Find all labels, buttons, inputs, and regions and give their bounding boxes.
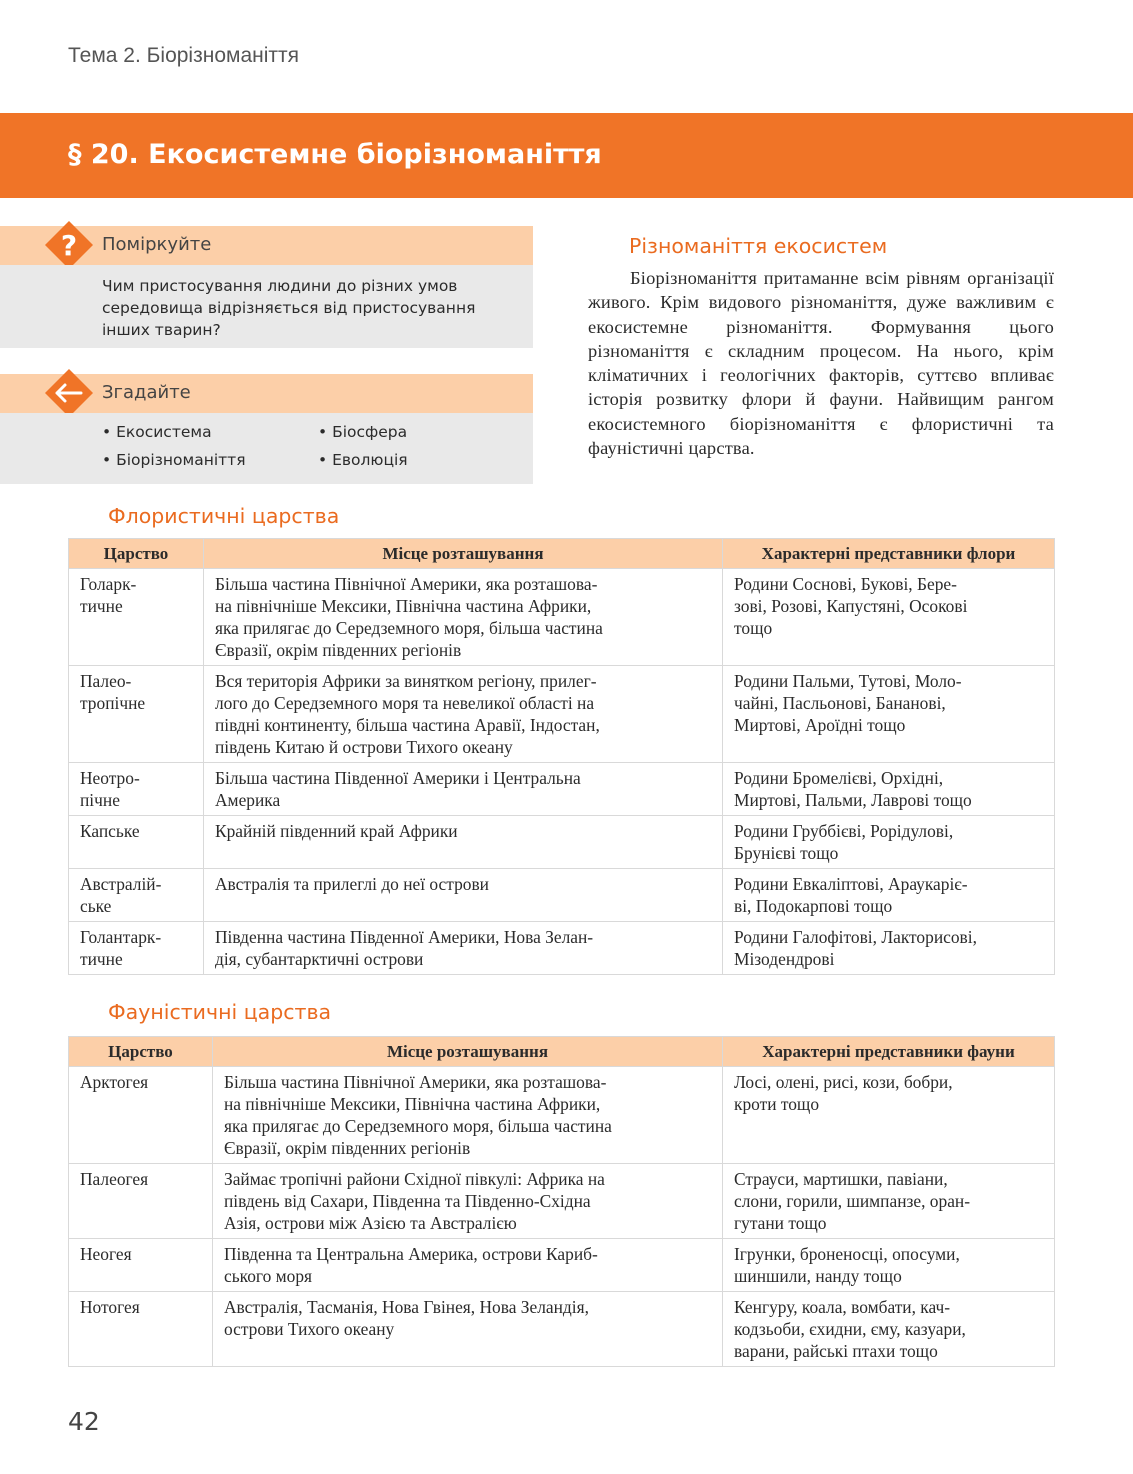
flora-header-cell: Характерні представники флори [723,539,1055,569]
fauna-header-cell: Місце розташування [213,1037,723,1067]
table-cell: Страуси, мартишки, павіани, слони, горили, шимпанзе, оран- гутани тощо [723,1164,1055,1239]
table-cell: Неотро- пічне [69,763,204,816]
table-row [69,1067,1055,1164]
section-title: Різноманіття екосистем [629,234,888,258]
table-cell: Австралій- ське [69,869,204,922]
think-box-label: Поміркуйте [102,234,212,255]
recall-box-label: Згадайте [102,382,191,403]
table-row [69,1292,1055,1367]
table-cell: Більша частина Північної Америки, яка розташова- на північніше Мексики, Північна частина Африки, яка прилягає до Середземного моря, більша частина Євразії, окрім південних регіонів [204,569,723,666]
table-row [69,816,1055,869]
table-cell: Більша частина Південної Америки і Центральна Америка [204,763,723,816]
table-cell: Кенгуру, коала, вомбати, кач- кодзьоби, єхидни, єму, казуари, варани, райські птахи тощо [723,1292,1055,1367]
fauna-header-cell: Характерні представники фауни [723,1037,1055,1067]
table-cell: Крайній південний край Африки [204,816,723,869]
page-title: § 20. Екосистемне біорізноманіття [68,139,602,170]
recall-box [0,374,533,484]
table-cell: Ігрунки, броненосці, опосуми, шиншили, нанду тощо [723,1239,1055,1292]
table-cell: Арктогея [69,1067,213,1164]
think-box-header [0,226,533,265]
table-cell: Родини Груббієві, Рорідулові, Брунієві тощо [723,816,1055,869]
table-row [69,569,1055,666]
running-head: Тема 2. Біорізноманіття [68,44,299,67]
table-cell: Капське [69,816,204,869]
recall-item: • Біосфера [318,423,408,441]
flora-header-cell: Місце розташування [204,539,723,569]
table-cell: Родини Бромелієві, Орхідні, Миртові, Пальми, Лаврові тощо [723,763,1055,816]
fauna-header-cell: Царство [69,1037,213,1067]
fauna-table [68,1036,1055,1367]
table-row [69,922,1055,975]
recall-item: • Біорізноманіття [102,451,246,469]
table-row [69,763,1055,816]
table-row [69,1239,1055,1292]
title-band [0,113,1133,198]
arrow-left-icon [45,369,93,417]
table-cell: Нотогея [69,1292,213,1367]
table-cell: Родини Евкаліптові, Араукаріє- ві, Подокарпові тощо [723,869,1055,922]
flora-table [68,538,1055,975]
fauna-header-row [69,1037,1055,1067]
table-cell: Голантарк- тичне [69,922,204,975]
table-cell: Південна та Центральна Америка, острови Кариб- ського моря [213,1239,723,1292]
table-cell: Родини Соснові, Букові, Бере- зові, Розові, Капустяні, Осокові тощо [723,569,1055,666]
table-cell: Палеогея [69,1164,213,1239]
recall-item: • Еволюція [318,451,408,469]
flora-title: Флористичні царства [108,504,340,528]
table-cell: Більша частина Північної Америки, яка розташова- на північніше Мексики, Північна частина Африки, яка прилягає до Середземного моря, більша частина Євразії, окрім південних регіонів [213,1067,723,1164]
flora-header-row [69,539,1055,569]
table-row [69,1164,1055,1239]
question-icon [45,221,93,269]
flora-header-cell: Царство [69,539,204,569]
table-cell: Вся територія Африки за винятком регіону, прилег- лого до Середземного моря та невеликої області на півдні континенту, більша частина Аравії, Індостан, південь Китаю й острови Тихого океану [204,666,723,763]
table-cell: Родини Галофітові, Лакторисові, Мізодендрові [723,922,1055,975]
recall-box-header [0,374,533,413]
table-row [69,869,1055,922]
think-box [0,226,533,348]
page-number: 42 [68,1407,100,1436]
recall-item: • Екосистема [102,423,212,441]
table-cell: Лосі, олені, рисі, кози, бобри, кроти тощо [723,1067,1055,1164]
table-row [69,666,1055,763]
table-cell: Голарк- тичне [69,569,204,666]
table-cell: Палео- тропічне [69,666,204,763]
intro-text: Біорізноманіття притаманне всім рівням організації живого. Крім видового різноманіття, дуже важливим є екосистемне різноманіття. Формування цього різноманіття є складним процесом. На нього, крім кліматичних і геологічних факторів, суттєво впливає історія розвитку флори й фауни. Найвищим рангом екосистемного біорізноманіття є флористичні та фауністичні царства. [588,268,1054,459]
table-cell: Австралія та прилеглі до неї острови [204,869,723,922]
svg-text:?: ? [60,229,78,262]
intro-paragraph [588,266,1054,460]
table-cell: Південна частина Південної Америки, Нова Зелан- дія, субантарктичні острови [204,922,723,975]
think-box-text: Чим пристосування людини до різних умов середовища відрізняється від пристосування інших тварин? [0,265,533,348]
table-cell: Займає тропічні райони Східної півкулі: Африка на південь від Сахари, Південна та Південно-Східна Азія, острови між Азією та Австралією [213,1164,723,1239]
table-cell: Австралія, Тасманія, Нова Гвінея, Нова Зеландія, острови Тихого океану [213,1292,723,1367]
fauna-title: Фауністичні царства [108,1000,332,1024]
table-cell: Родини Пальми, Тутові, Моло- чайні, Пасльонові, Бананові, Миртові, Ароїдні тощо [723,666,1055,763]
recall-box-list [0,413,533,484]
table-cell: Неогея [69,1239,213,1292]
